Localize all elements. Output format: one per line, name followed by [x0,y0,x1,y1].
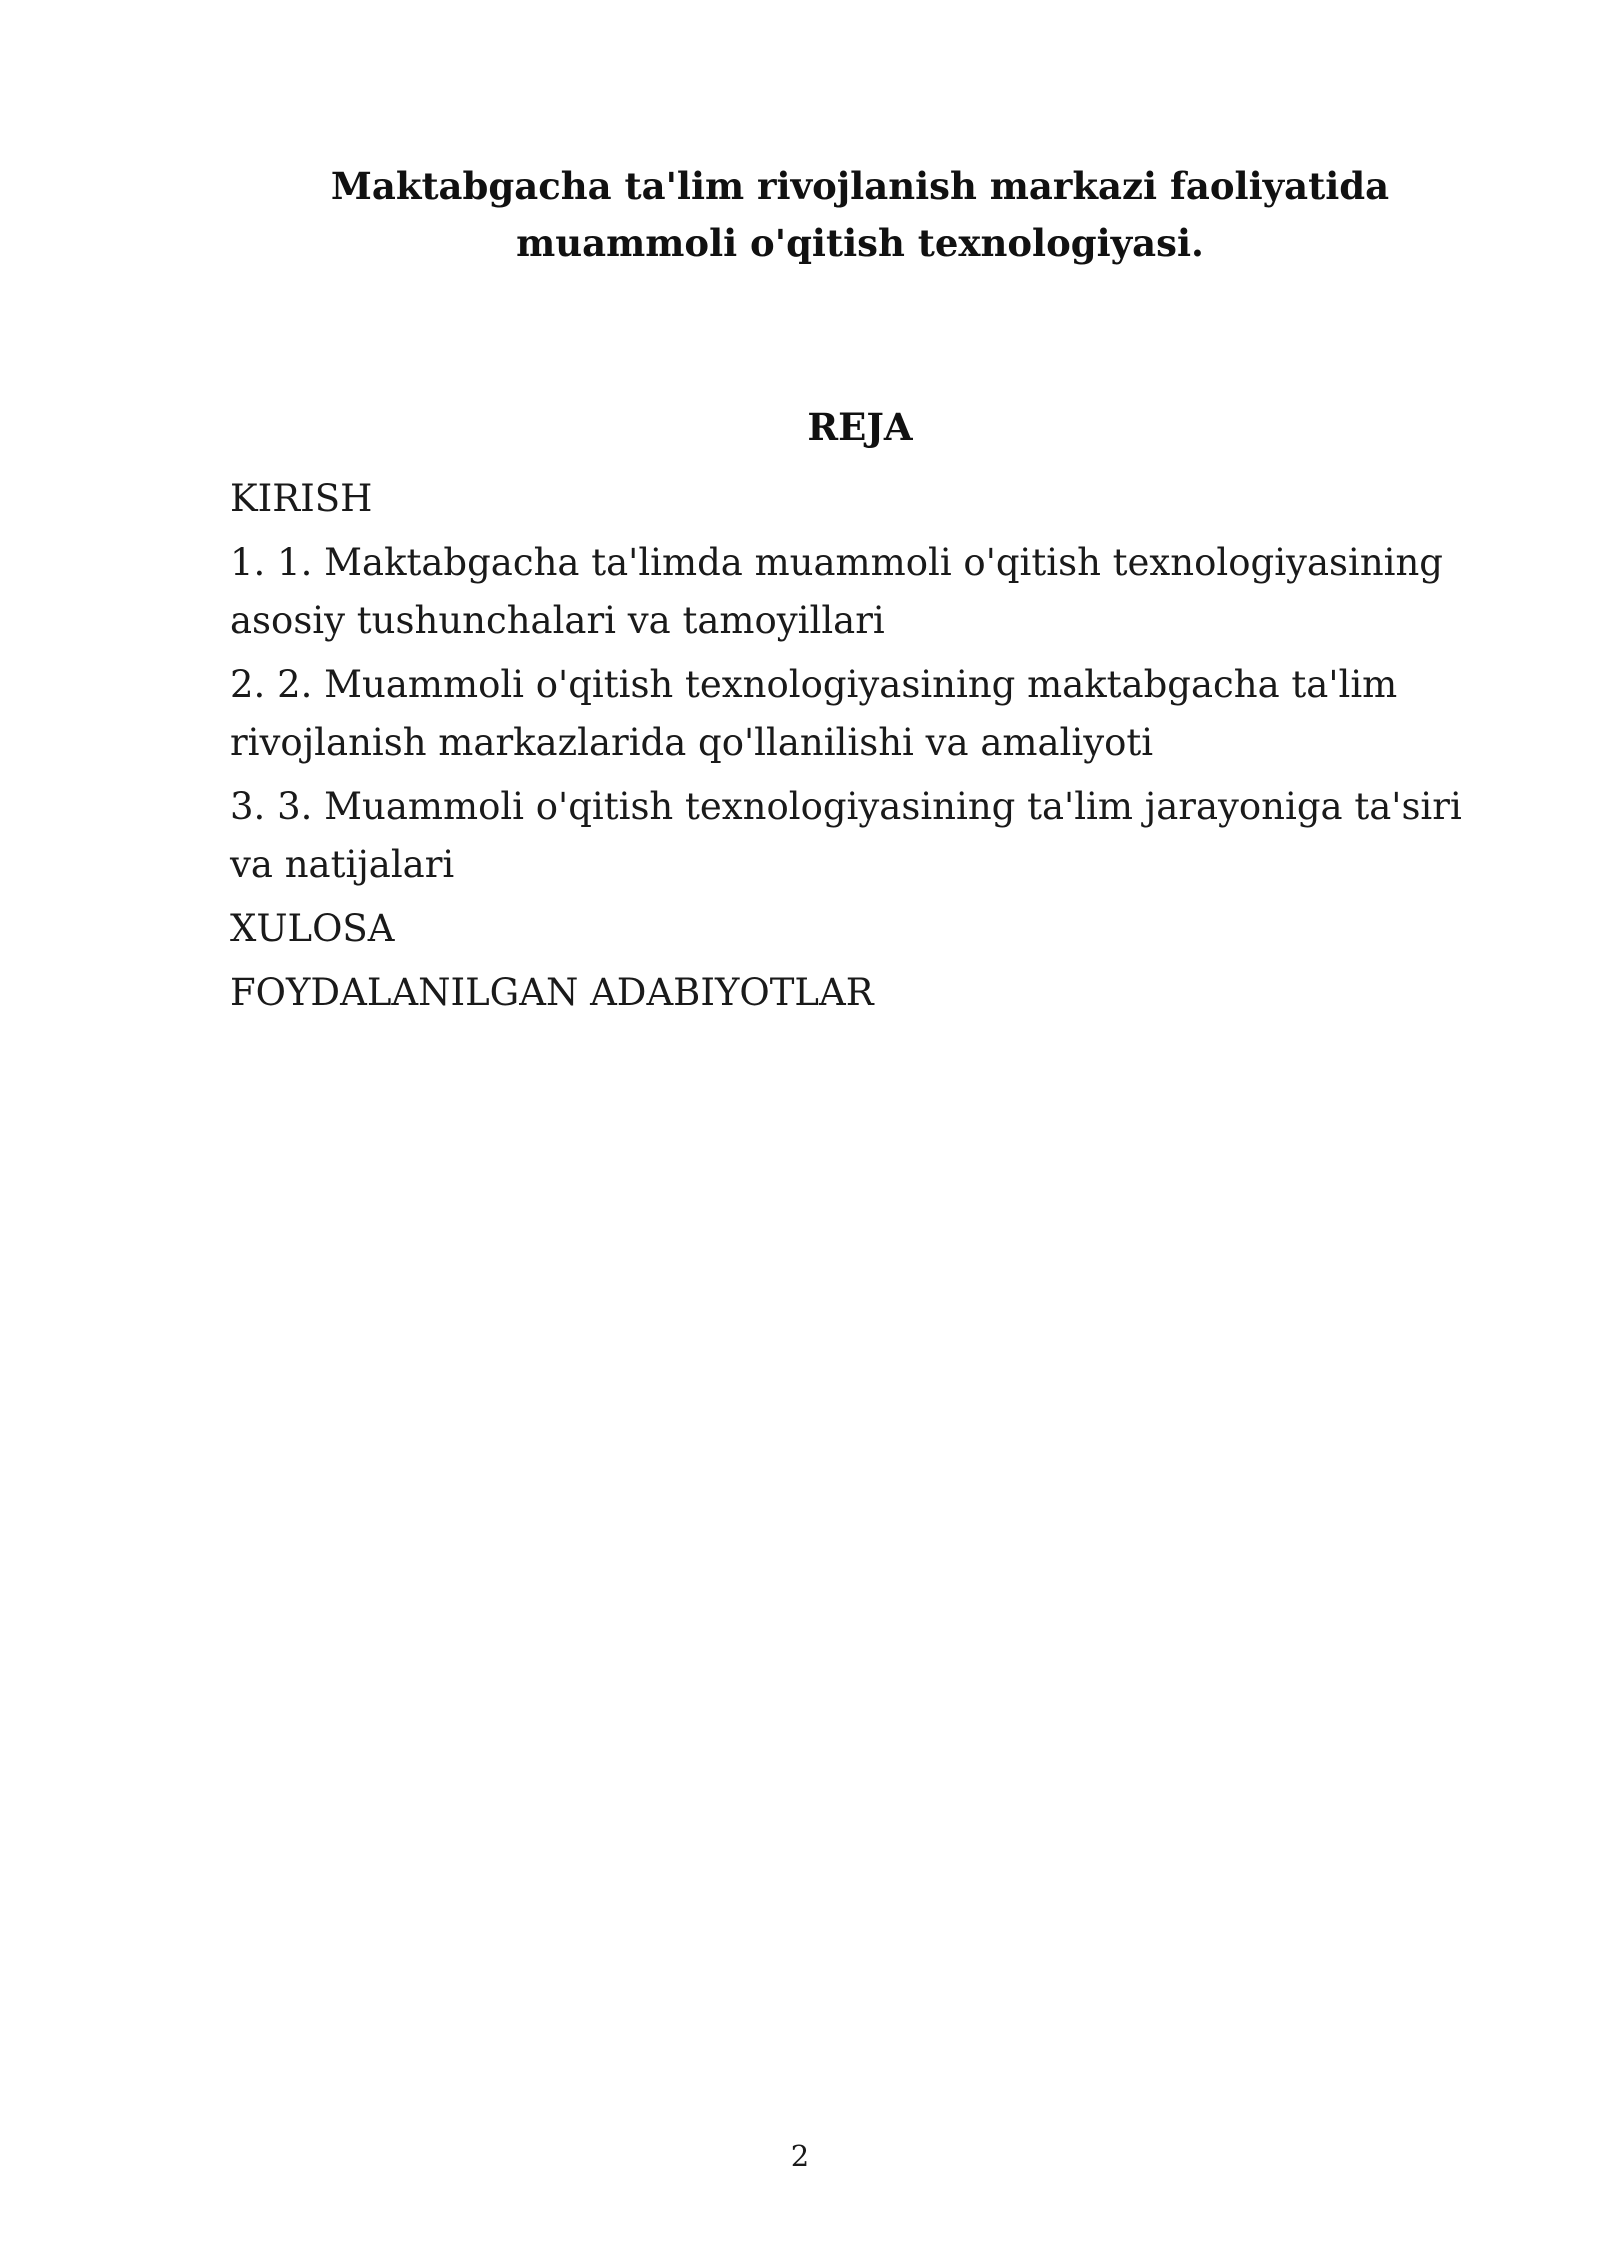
plan-item-chapter-3: 3. 3. Muammoli o'qitish texnologiyasining ta'lim jarayoniga ta'siri va natijalari [230,785,1462,886]
title-line-2: muammoli o'qitish texnologiyasi. [516,221,1204,265]
plan-list [230,470,1500,1028]
title-line-1: Maktabgacha ta'lim rivojlanish markazi faoliyatida [330,164,1390,208]
plan-item-chapter-2: 2. 2. Muammoli o'qitish texnologiyasining maktabgacha ta'lim rivojlanish markazlarida qo'llanilishi va amaliyoti [230,663,1398,764]
document-title [230,158,1490,272]
plan-item-conclusion: XULOSA [230,907,395,950]
plan-heading: REJA [807,405,913,449]
plan-item-chapter-1: 1. 1. Maktabgacha ta'limda muammoli o'qitish texnologiyasining asosiy tushunchalari va tamoyillari [230,541,1443,642]
page-number: 2 [790,2139,810,2173]
plan-item-introduction: KIRISH [230,477,373,520]
plan-item-references: FOYDALANILGAN ADABIYOTLAR [230,971,874,1014]
